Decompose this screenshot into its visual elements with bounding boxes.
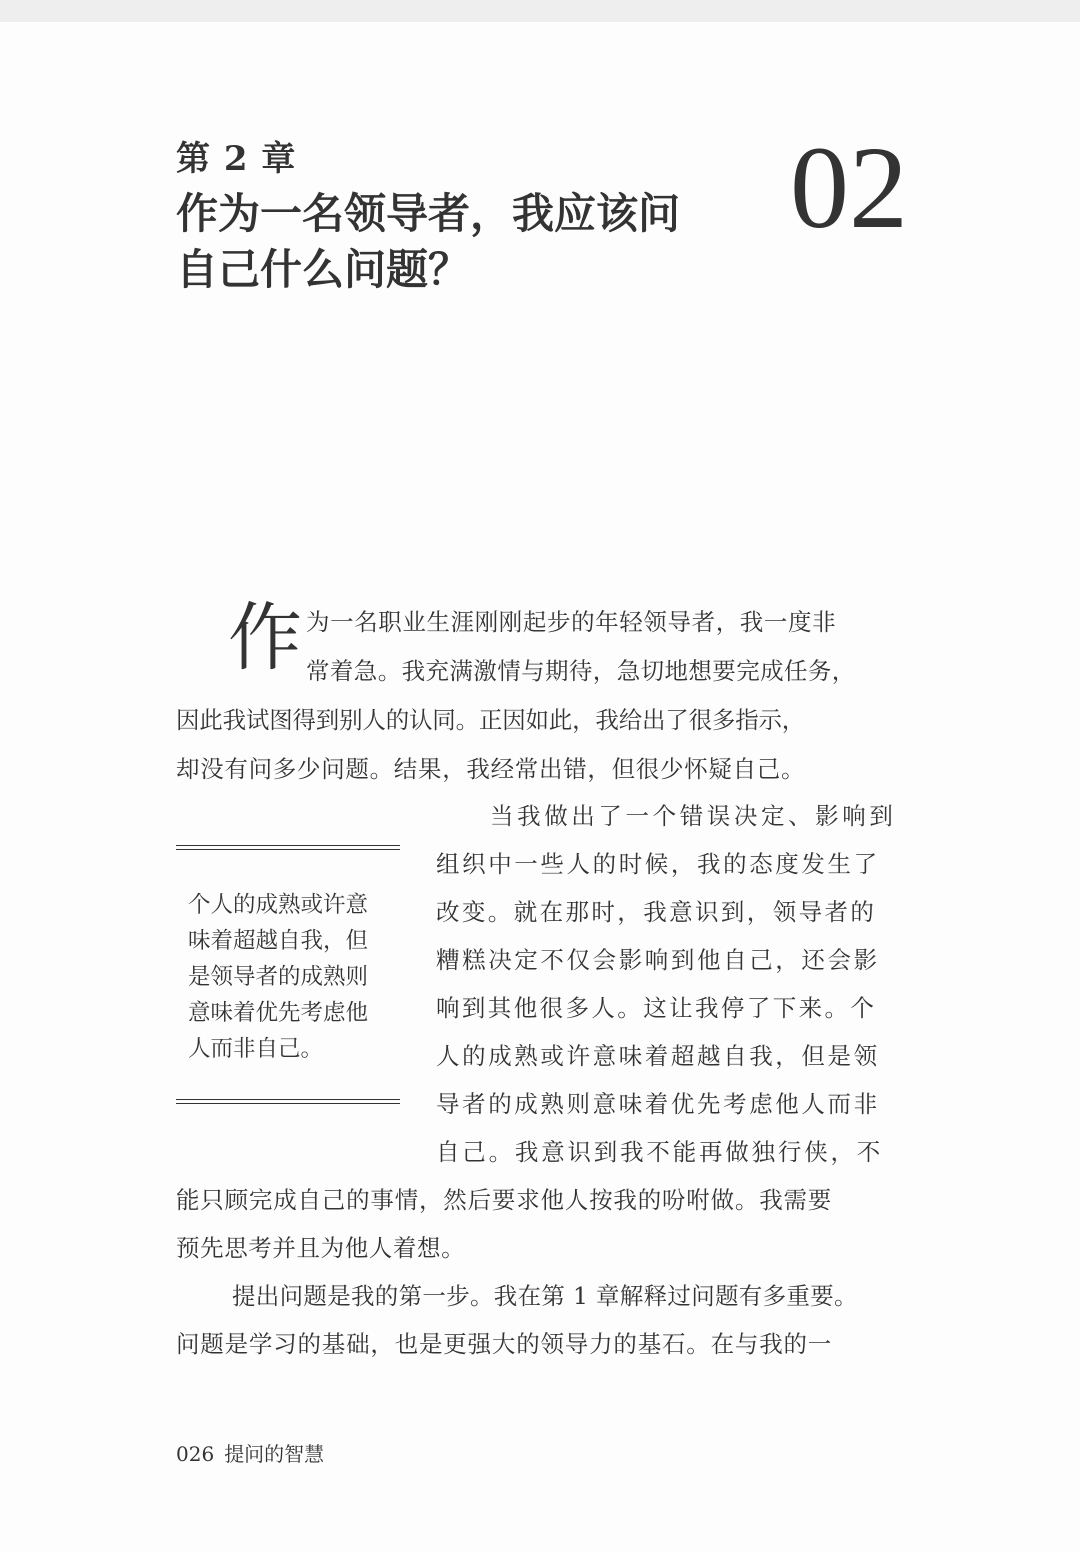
pull-quote [176, 845, 400, 1110]
page-number: 026 [176, 1442, 215, 1466]
chapter-title-line-1: 作为一名领导者，我应该问 [176, 189, 681, 238]
paragraph-1-line-1: 为一名职业生涯刚刚起步的年轻领导者，我一度非 [306, 608, 837, 636]
pull-quote-line-3: 是领导者的成熟则 [188, 964, 369, 990]
drop-cap: 作 [228, 595, 302, 681]
paragraph-3-line-1: 提出问题是我的第一步。我在第 1 章解释过问题有多重要。 [232, 1282, 858, 1310]
paragraph-1-line-4: 却没有问多少问题。结果，我经常出错，但很少怀疑自己。 [176, 755, 806, 783]
page-footer [176, 1438, 324, 1467]
pull-quote-line-1: 个人的成熟或许意 [188, 892, 369, 918]
paragraph-2-line-9: 能只顾完成自己的事情，然后要求他人按我的吩咐做。我需要 [176, 1186, 833, 1214]
pull-quote-line-2: 味着超越自我，但 [188, 928, 369, 954]
chapter-title-line-2: 自己什么问题？ [176, 245, 471, 294]
chapter-title [176, 186, 680, 298]
chapter-label: 第 2 章 [176, 139, 297, 179]
pull-quote-line-4: 意味着优先考虑他 [188, 1000, 369, 1026]
pull-quote-line-5: 人而非自己。 [188, 1036, 324, 1062]
paragraph-2-line-8: 自己。我意识到我不能再做独行侠，不 [436, 1138, 884, 1166]
paragraph-2-line-1: 当我做出了一个错误决定、影响到 [490, 802, 897, 830]
chapter-number: 02 [790, 122, 908, 253]
paragraph-2-line-10: 预先思考并且为他人着想。 [176, 1234, 466, 1262]
paragraph-1-line-3: 因此我试图得到别人的认同。正因如此，我给出了很多指示， [176, 706, 806, 734]
paragraph-3-line-2: 问题是学习的基础，也是更强大的领导力的基石。在与我的一 [176, 1330, 833, 1358]
pull-quote-text [188, 887, 398, 1067]
paragraph-2-line-2: 组织中一些人的时候，我的态度发生了 [436, 850, 880, 878]
paragraph-2-line-5: 响到其他很多人。这让我停了下来。个 [436, 994, 877, 1022]
top-bar [0, 0, 1080, 22]
paragraph-2-line-3: 改变。就在那时，我意识到，领导者的 [436, 898, 877, 926]
paragraph-1-line-2: 常着急。我充满激情与期待，急切地想要完成任务， [306, 657, 856, 685]
book-title: 提问的智慧 [224, 1442, 325, 1466]
paragraph-2-line-4: 糟糕决定不仅会影响到他自己，还会影 [436, 946, 880, 974]
pull-quote-top-rule [176, 845, 400, 850]
paragraph-2-line-6: 人的成熟或许意味着超越自我，但是领 [436, 1042, 880, 1070]
pull-quote-bottom-rule [176, 1099, 400, 1104]
paragraph-2-line-7: 导者的成熟则意味着优先考虑他人而非 [436, 1090, 880, 1118]
